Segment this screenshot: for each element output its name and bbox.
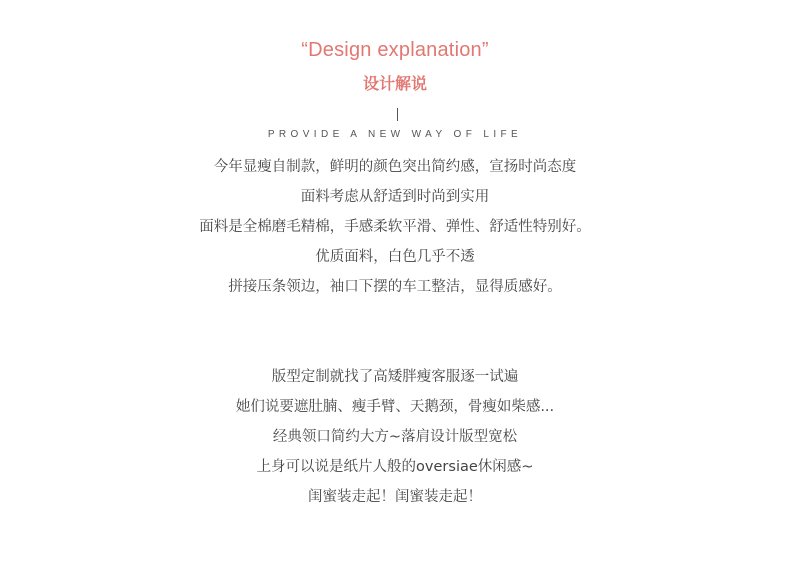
tagline: PROVIDE A NEW WAY OF LIFE — [267, 129, 523, 140]
text-line: 她们说要遮肚腩、瘦手臂、天鹅颈，骨瘦如柴感... — [235, 399, 555, 415]
text-line: 优质面料，白色几乎不透 — [315, 249, 475, 265]
text-line: 上身可以说是纸片人般的oversiae休闲感~ — [256, 459, 534, 475]
text-line: 闺蜜装走起！闺蜜装走起！ — [308, 489, 482, 505]
description-paragraph-2 — [0, 362, 790, 512]
text-line: 版型定制就找了高矮胖瘦客服逐一试遍 — [271, 369, 519, 385]
title-english: “Design explanation” — [301, 39, 489, 61]
text-line: 今年显瘦自制款，鲜明的颜色突出简约感，宣扬时尚态度 — [213, 159, 577, 175]
vertical-divider — [397, 108, 398, 121]
description-paragraph-1 — [0, 152, 790, 302]
text-line: 面料是全棉磨毛精棉，手感柔软平滑、弹性、舒适性特别好。 — [199, 219, 591, 235]
title-chinese: 设计解说 — [362, 74, 427, 93]
text-line: 面料考虑从舒适到时尚到实用 — [300, 189, 490, 205]
text-line: 拼接压条领边，袖口下摆的车工整洁，显得质感好。 — [228, 279, 562, 295]
text-line: 经典领口简约大方~落肩设计版型宽松 — [272, 429, 518, 445]
